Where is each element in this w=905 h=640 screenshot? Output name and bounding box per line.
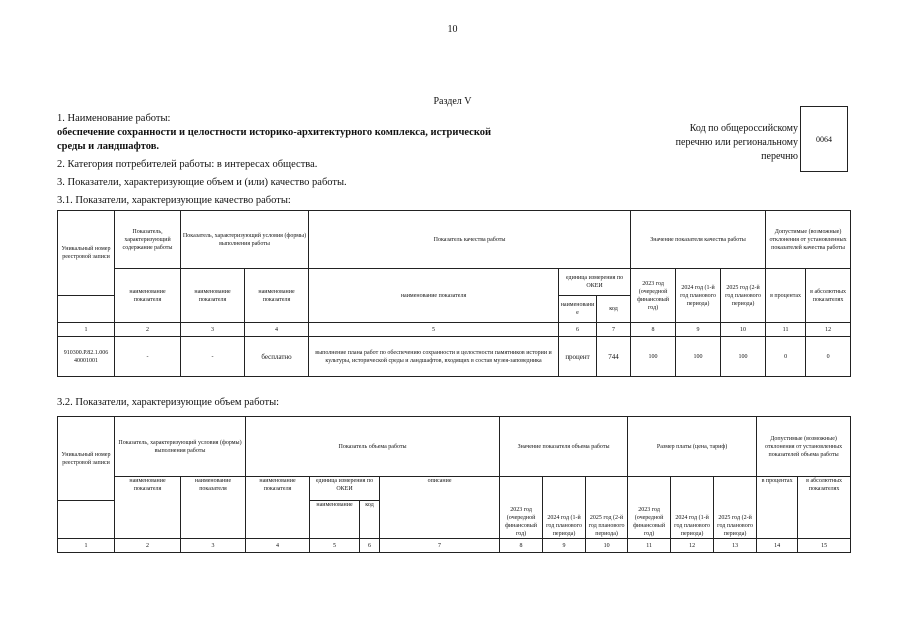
col-number: 11 [766,323,806,337]
hdr-quality: Показатель качества работы [309,211,631,269]
col-number: 4 [246,539,310,553]
hdr-value: Значение показателя объема работы [500,417,628,477]
hdr-value: Значение показателя качества работы [631,211,766,269]
hdr-registry: Уникальный номер реестровой записи [58,211,115,296]
hdr-year-2025: 2025 год (2-й год планового периода) [586,477,628,539]
hdr-conditions: Показатель, характеризующий условия (формы) выполнения работы [181,211,309,269]
col-number: 4 [245,323,309,337]
col-number: 10 [721,323,766,337]
quality-table [57,210,851,377]
condition-value: - [181,337,245,377]
page-number: 10 [447,24,458,35]
hdr-deviation: Допустимые (возможные) отклонения от установленных показателей качества работы [766,211,851,269]
work-name-label: 1. Наименование работы: [57,113,171,124]
work-name-line1: обеспечение сохранности и целостности историко-архитектурного комплекса, истрической [57,127,492,138]
content-value: - [115,337,181,377]
unit-name: процент [559,337,597,377]
col-number: 3 [181,539,246,553]
unit-code: 744 [597,337,631,377]
col-number: 7 [380,539,500,553]
hdr-year-2023: 2023 год (очередной финансовый год) [631,269,676,323]
hdr-unit-code: код [597,296,631,323]
col-number: 2 [115,323,181,337]
col-number: 8 [500,539,543,553]
col-number: 11 [628,539,671,553]
hdr-deviation: Допустимые (возможные) отклонения от установленных показателей объема работы [757,417,851,477]
col-number: 12 [671,539,714,553]
registry-code-value: 0064 [816,134,832,144]
col-number: 9 [676,323,721,337]
indicator-description: выполнение плана работ по обеспечению сохранности и целостности памятников истории и культуры, исторической среды и ландшафтов, входящих в состав музея-заповедника [309,337,559,377]
consumers-category: 2. Категория потребителей работы: в интересах общества. [57,159,318,170]
hdr-unit-code: код [360,501,380,539]
col-number: 2 [115,539,181,553]
hdr-fee-2025: 2025 год (2-й год планового периода) [714,477,757,539]
col-number: 14 [757,539,798,553]
deviation-absolute: 0 [806,337,851,377]
registry-code-box [800,106,848,172]
volume-table [57,416,851,553]
hdr-description: описание [380,477,500,539]
col-number: 1 [58,539,115,553]
deviation-percent: 0 [766,337,806,377]
table-row [58,337,851,377]
hdr-unit-name: наименование [310,501,360,539]
col-number: 13 [714,539,757,553]
hdr-indicator-name: наименование показателя [246,477,310,539]
hdr-conditions: Показатель, характеризующий условия (формы) выполнения работы [115,417,246,477]
value-2023: 100 [631,337,676,377]
hdr-registry: Уникальный номер реестровой записи [58,417,115,501]
hdr-year-2023: 2023 год (очередной финансовый год) [500,477,543,539]
hdr-volume: Показатель объема работы [246,417,500,477]
registry-number: 910300.Р.82.1.006 40001001 [58,337,115,377]
col-number: 1 [58,323,115,337]
hdr-content: Показатель, характеризующий содержание работы [115,211,181,269]
hdr-indicator-name: наименование показателя [115,269,181,323]
hdr-absolute: в абсолютных показателях [806,269,851,323]
hdr-fee-2024: 2024 год (1-й год планового периода) [671,477,714,539]
hdr-indicator-name: наименование показателя [181,269,245,323]
hdr-percent: в процентах [766,269,806,323]
hdr-percent: в процентах [757,477,798,539]
hdr-fee-2023: 2023 год (очередной финансовый год) [628,477,671,539]
hdr-year-2025: 2025 год (2-й год планового периода) [721,269,766,323]
volume-section-title: 3.2. Показатели, характеризующие объем работы: [57,397,280,408]
registry-code-label: Код по общероссийскому перечню или региональному перечню [675,123,798,162]
col-number: 12 [806,323,851,337]
hdr-indicator-name: наименование показателя [115,477,181,539]
hdr-unit: единица измерения по ОКЕИ [310,477,380,501]
section-title: Раздел V [433,96,472,107]
col-number: 3 [181,323,245,337]
hdr-unit: единица измерения по ОКЕИ [559,269,631,296]
hdr-indicator-name: наименование показателя [245,269,309,323]
col-number: 8 [631,323,676,337]
condition-value: бесплатно [245,337,309,377]
hdr-year-2024: 2024 год (1-й год планового периода) [676,269,721,323]
quality-section-title: 3.1. Показатели, характеризующие качество работы: [57,195,291,206]
hdr-fee: Размер платы (цена, тариф) [628,417,757,477]
indicators-title: 3. Показатели, характеризующие объем и (или) качество работы. [57,177,347,188]
work-name-line2: среды и ландшафтов. [57,141,160,152]
hdr-absolute: в абсолютных показателях [798,477,851,539]
col-number: 15 [798,539,851,553]
value-2025: 100 [721,337,766,377]
col-number: 5 [310,539,360,553]
col-number: 7 [597,323,631,337]
hdr-unit-name: наименование [559,296,597,323]
col-number: 6 [559,323,597,337]
value-2024: 100 [676,337,721,377]
hdr-indicator-name: наименование показателя [181,477,246,539]
hdr-quality-name: наименование показателя [309,269,559,323]
col-number: 10 [586,539,628,553]
col-number: 9 [543,539,586,553]
hdr-year-2024: 2024 год (1-й год планового периода) [543,477,586,539]
col-number: 6 [360,539,380,553]
col-number: 5 [309,323,559,337]
